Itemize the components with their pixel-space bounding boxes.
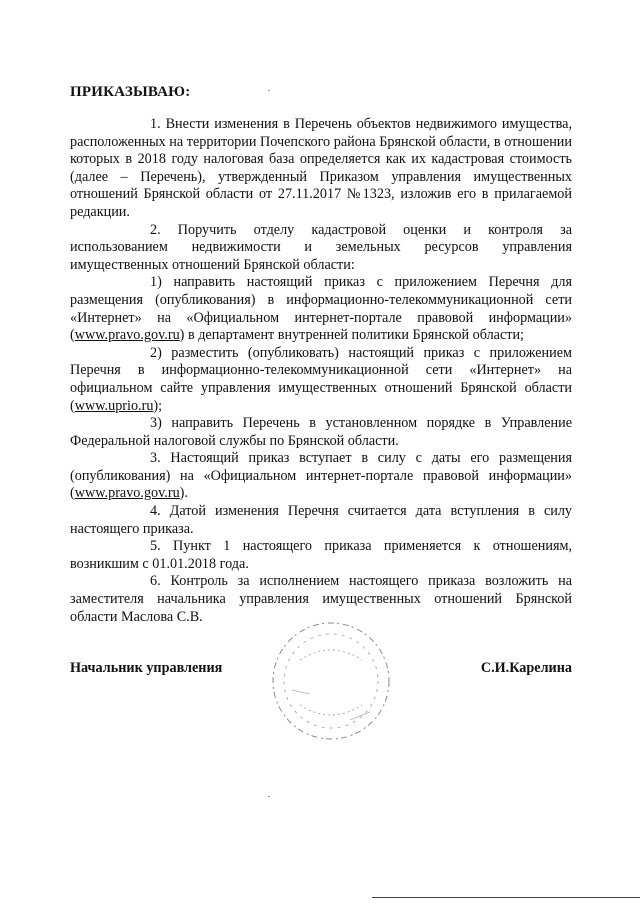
item-number: 5. (150, 538, 161, 555)
scan-speck (268, 90, 270, 91)
item-2 (70, 222, 572, 275)
order-body (70, 116, 572, 626)
sub-item-1 (70, 274, 572, 344)
pravo-link[interactable]: www.pravo.gov.ru (74, 485, 180, 502)
sub-item-number: 3) (150, 415, 162, 432)
pravo-link[interactable]: www.pravo.gov.ru (74, 327, 180, 344)
item-number: 6. (150, 573, 161, 590)
item-text-end: ). (179, 485, 188, 502)
item-number: 3. (150, 450, 161, 467)
official-stamp (270, 620, 392, 742)
item-text: Датой изменения Перечня считается дата вступления в силу настоящего приказа. (70, 503, 573, 537)
sub-item-number: 2) (150, 344, 162, 361)
sub-item-3 (70, 415, 572, 450)
item-3 (70, 450, 572, 503)
item-number: 2. (150, 221, 161, 238)
sub-item-text-end: ) в департамент внутренней политики Брянской области; (179, 327, 524, 344)
item-text: Пункт 1 настоящего приказа применяется к отношениям, возникшим с 01.01.2018 года. (70, 538, 572, 572)
item-1 (70, 116, 572, 222)
scan-speck (268, 796, 270, 797)
item-4 (70, 503, 572, 538)
sub-item-text-end: ); (153, 397, 163, 414)
item-5 (70, 538, 572, 573)
signer-name: С.И.Карелина (480, 660, 572, 676)
sub-item-text: направить Перечень в установленном порядке в Управление Федеральной налоговой службы по Брянской области. (70, 415, 572, 449)
item-text: Внести изменения в Перечень объектов недвижимого имущества, расположенных на территории Почепского района Брянской области, в отношении которых в 2018 году налоговая база определяется как их кадастровая стоимость (далее – Перечень), утвержденный Приказом управления имущественных отношений Брянской области от 27.11.2017 №1323, изложив его в прилагаемой редакции. (70, 116, 572, 220)
sub-item-text: разместить (опубликовать) настоящий приказ с приложением Перечня в информационно-телекоммуникационной сети «Интернет» на официальном сайте управления имущественных отношений Брянской области ( (70, 344, 572, 414)
item-number: 1. (150, 116, 161, 132)
item-text: Поручить отделу кадастровой оценки и контроля за использованием недвижимости и земельных ресурсов управления имущественных отношений Брянской области: (70, 221, 572, 273)
item-6 (70, 573, 572, 626)
uprio-link[interactable]: www.uprio.ru (74, 397, 154, 414)
item-number: 4. (150, 503, 161, 520)
signer-title: Начальник управления (70, 660, 223, 676)
scan-edge-line (372, 897, 640, 898)
sub-item-2 (70, 345, 572, 415)
item-text: Контроль за исполнением настоящего приказа возложить на заместителя начальника управления имущественных отношений Брянской области Маслова С.В. (70, 573, 573, 625)
sub-item-text: направить настоящий приказ с приложением Перечня для размещения (опубликования) в информационно-телекоммуникационной сети «Интернет» на «Официальном интернет-портале правовой информации» ( (70, 274, 572, 344)
sub-item-number: 1) (150, 274, 162, 291)
item-text: Настоящий приказ вступает в силу с даты его размещения (опубликования) на «Официальном интернет-портале правовой информации» ( (70, 450, 573, 502)
order-heading: ПРИКАЗЫВАЮ: (70, 84, 191, 100)
